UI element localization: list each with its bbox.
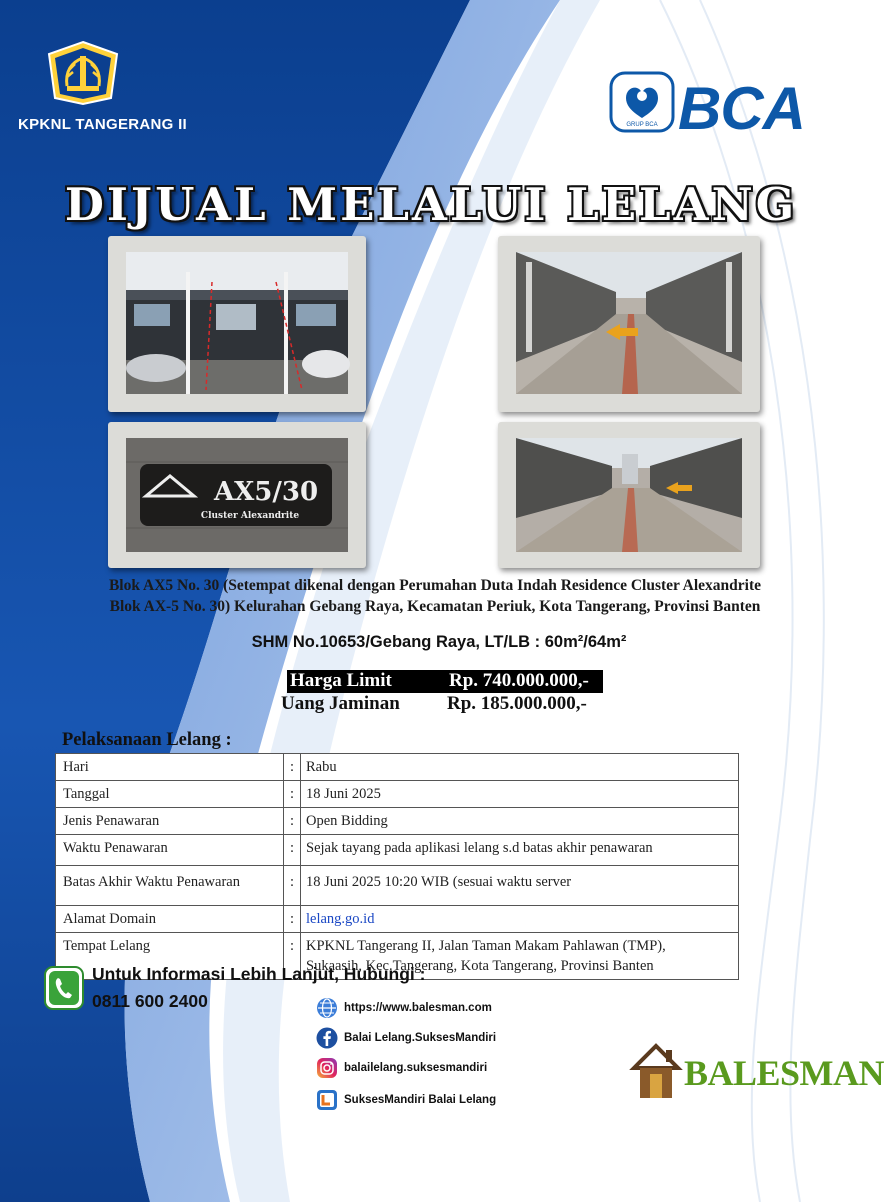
app-icon [316, 1089, 338, 1111]
row-separator: : [284, 906, 301, 933]
photo-street-2 [498, 422, 760, 568]
facebook-text: Balai Lelang.SuksesMandiri [344, 1032, 497, 1044]
row-value: 18 Juni 2025 10:20 WIB (sesuai waktu server [301, 866, 739, 906]
app-text: SuksesMandiri Balai Lelang [344, 1094, 497, 1106]
table-row [56, 866, 739, 906]
row-separator: : [284, 933, 301, 980]
uang-jaminan-value: Rp. 185.000.000,- [447, 693, 587, 714]
bca-logo-icon [610, 72, 674, 132]
balesman-logo-text: BALESMAN [684, 1053, 884, 1093]
contact-phone[interactable]: 0811 600 2400 [92, 991, 208, 1011]
row-separator: : [284, 808, 301, 835]
website-link[interactable] [316, 996, 492, 1020]
row-label: Alamat Domain [56, 906, 284, 933]
website-text: https://www.balesman.com [344, 1002, 492, 1014]
globe-icon [316, 997, 338, 1019]
schedule-title: Pelaksanaan Lelang : [62, 730, 232, 750]
row-value: Rabu [301, 754, 739, 781]
contact-title: Untuk Informasi Lebih Lanjut, Hubungi : [92, 964, 426, 984]
table-row [56, 906, 739, 933]
table-row [56, 754, 739, 781]
sign-number: AX5/30 [213, 477, 319, 507]
facebook-icon [316, 1027, 338, 1049]
app-link[interactable] [316, 1088, 496, 1112]
instagram-icon [316, 1057, 338, 1079]
harga-limit-label: Harga Limit [290, 670, 392, 691]
bca-group-text: GRUP BCA [626, 122, 658, 128]
row-separator: : [284, 754, 301, 781]
property-description [40, 575, 830, 617]
harga-limit-value: Rp. 740.000.000,- [449, 670, 589, 691]
row-label: Batas Akhir Waktu Penawaran [56, 866, 284, 906]
uang-jaminan-box [281, 693, 587, 715]
property-description-line1: Blok AX5 No. 30 (Setempat dikenal dengan Perumahan Duta Indah Residence Cluster Alexandrite [108, 577, 762, 594]
facebook-link[interactable] [316, 1026, 496, 1050]
instagram-text: balailelang.suksesmandiri [344, 1062, 488, 1074]
row-value: Sejak tayang pada aplikasi lelang s.d batas akhir penawaran [301, 835, 739, 866]
domain-link[interactable]: lelang.go.id [301, 906, 739, 933]
row-label: Tanggal [56, 781, 284, 808]
row-value: Open Bidding [301, 808, 739, 835]
row-value-line1: KPKNL Tangerang II, Jalan Taman Makam Pahlawan (TMP), [306, 938, 666, 954]
row-label: Waktu Penawaran [56, 835, 284, 866]
uang-jaminan-label: Uang Jaminan [281, 693, 400, 714]
instagram-link[interactable] [316, 1056, 487, 1080]
row-separator: : [284, 866, 301, 906]
kemenkeu-emblem-icon [45, 40, 121, 106]
org-name: KPKNL TANGERANG II [18, 116, 188, 133]
headline: DIJUAL MELALUI LELANG [64, 178, 798, 231]
bca-logo-text: BCA [678, 75, 805, 142]
phone-icon [44, 966, 84, 1010]
row-value: 18 Juni 2025 [301, 781, 739, 808]
balesman-house-icon [630, 1042, 682, 1102]
table-row [56, 835, 739, 866]
row-separator: : [284, 835, 301, 866]
row-label: Jenis Penawaran [56, 808, 284, 835]
photo-house-sign [108, 422, 366, 568]
row-separator: : [284, 781, 301, 808]
table-row [56, 781, 739, 808]
row-value-line2: Sukaasih, Kec.Tangerang, Kota Tangerang, Provinsi Banten [306, 958, 654, 974]
row-label: Hari [56, 754, 284, 781]
certificate-info: SHM No.10653/Gebang Raya, LT/LB : 60m²/64m² [251, 633, 627, 651]
schedule-table [55, 753, 739, 980]
harga-limit-box [287, 670, 603, 693]
table-row [56, 808, 739, 835]
property-description-line2: Blok AX-5 No. 30) Kelurahan Gebang Raya, Kecamatan Periuk, Kota Tangerang, Provinsi Banten [109, 598, 761, 615]
sign-cluster: Cluster Alexandrite [200, 511, 300, 521]
photo-street-1 [498, 236, 760, 412]
photo-house-front [108, 236, 366, 412]
row-label: Tempat Lelang [56, 933, 284, 980]
